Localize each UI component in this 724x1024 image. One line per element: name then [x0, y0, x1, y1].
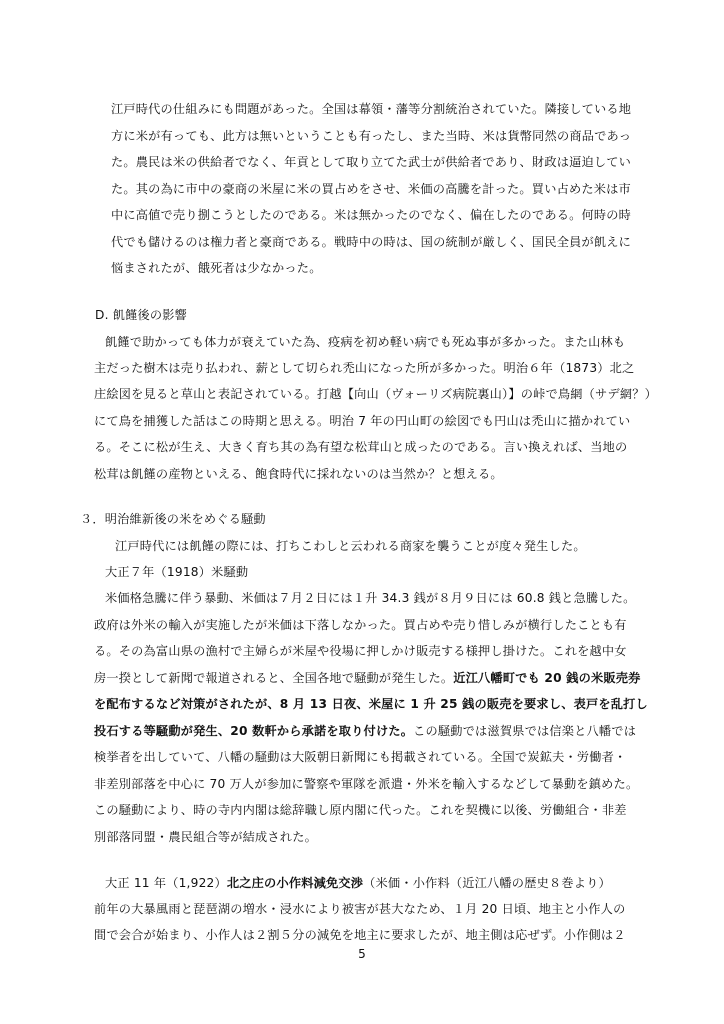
- text-line: 松茸は飢饉の産物といえる、飽食時代に採れないのは当然か？と想える。: [94, 467, 503, 481]
- text-bold: 近江八幡町でも 20 銭の米販売券: [453, 671, 641, 685]
- text-line: 別部落同盟・農民組合等が結成された。: [94, 830, 317, 844]
- text-normal: 房一揆として新聞で報道されると、全国各地で騒動が発生した。: [94, 671, 454, 685]
- intro-line: 江戸時代には飢饉の際には、打ちこわしと云われる商家を襲うことが度々発生した。: [115, 539, 586, 553]
- text-line: [94, 723, 636, 740]
- text-normal: この騒動では滋賀県では信楽と八幡では: [413, 724, 637, 738]
- text-line: 代でも儲けるのは権力者と豪商である。戦時中の時は、国の統制が厳しく、国民全員が飢えに: [111, 235, 632, 249]
- text-line: 非差別部落を中心に 70 万人が参加に警察や軍隊を派遣・外米を輸入するなどして暴動を鎮めた。: [94, 777, 639, 791]
- text-line: 江戸時代の仕組みにも問題があった。全国は幕領・藩等分割統治されていた。隣接している地: [111, 102, 632, 116]
- subheading-rice-riot: 大正７年（1918）米騒動: [105, 565, 249, 579]
- text-line: 方に米が有っても、此方は無いということも有ったし、また当時、米は貨幣同然の商品であっ: [111, 129, 632, 143]
- section-3-heading: ３．明治維新後の米をめぐる騒動: [80, 512, 266, 526]
- text-line: [94, 670, 641, 687]
- text-bold: 投石する等騒動が発生、20 数軒から承諾を取り付けた。: [94, 724, 414, 738]
- text-line: る。そこに松が生え、大きく育ち其の為有望な松茸山と成ったのである。言い換えれば、当地の: [94, 440, 628, 454]
- text-line: 間で会合が始まり、小作人は２割５分の減免を地主に要求したが、地主側は応ぜず。小作側は２: [94, 928, 626, 942]
- text-line: た。其の為に市中の豪商の米屋に米の買占めをさせ、米価の高騰を計った。買い占めた米は市: [111, 182, 631, 196]
- text-line: る。その為富山県の漁村で主婦らが米屋や役場に押しかけ販売する様押し掛けた。これを越中女: [94, 644, 627, 658]
- text-line: 米価格急騰に伴う暴動、米価は７月２日には１升 34.3 銭が８月９日には 60.8 銭と急騰した。: [105, 591, 636, 605]
- text-line: 中に高値で売り捌こうとしたのである。米は無かったのでなく、偏在したのである。何時の時: [111, 208, 632, 222]
- sub2-bold: 北之庄の小作料減免交渉: [226, 876, 364, 890]
- sub2-suffix: （米価・小作料（近江八幡の歴史８巻より）: [363, 876, 611, 890]
- text-line: 庄絵図を見ると草山と表記されている。打越【向山（ヴォーリズ病院裏山）】の峠で鳥網（サデ網？）: [94, 387, 657, 401]
- text-line-bold: を配布するなど対策がされたが、8 月 13 日夜、米屋に 1 升 25 銭の販売を要求し、表戸を乱打し: [94, 697, 648, 711]
- text-line: 検挙者を出していて、八幡の騒動は大阪朝日新聞にも掲載されている。全国で炭鉱夫・労働者・: [94, 750, 627, 764]
- text-line: にて鳥を捕獲した話はこの時期と思える。明治 7 年の円山町の絵図でも円山は禿山に描かれてい: [94, 414, 631, 428]
- page-number: 5: [358, 947, 366, 961]
- section-d-heading: D. 飢饉後の影響: [95, 308, 188, 322]
- subheading-tenancy: [105, 875, 611, 892]
- text-line: 飢饉で助かっても体力が衰えていた為、疫病を初め軽い病でも死ぬ事が多かった。また山林も: [105, 335, 626, 349]
- text-line: 政府は外米の輸入が実施したが米価は下落しなかった。買占めや売り惜しみが横行したことも有: [94, 618, 627, 632]
- text-line: 悩まされたが、餓死者は少なかった。: [111, 261, 322, 275]
- text-line: 前年の大暴風雨と琵琶湖の増水・浸水により被害が甚大なため、１月 20 日頃、地主と小作人の: [94, 902, 626, 916]
- text-line: 主だった樹木は売り払われ、薪として切られ禿山になった所が多かった。明治６年（1873）北之: [94, 361, 635, 375]
- sub2-prefix: 大正 11 年（1,922）: [105, 876, 227, 890]
- text-line: た。農民は米の供給者でなく、年貢として取り立てた武士が供給者であり、財政は逼迫してい: [111, 155, 632, 169]
- text-line: この騒動により、時の寺内内閣は総辞職し原内閣に代った。これを契機に以後、労働組合・非差: [94, 803, 627, 817]
